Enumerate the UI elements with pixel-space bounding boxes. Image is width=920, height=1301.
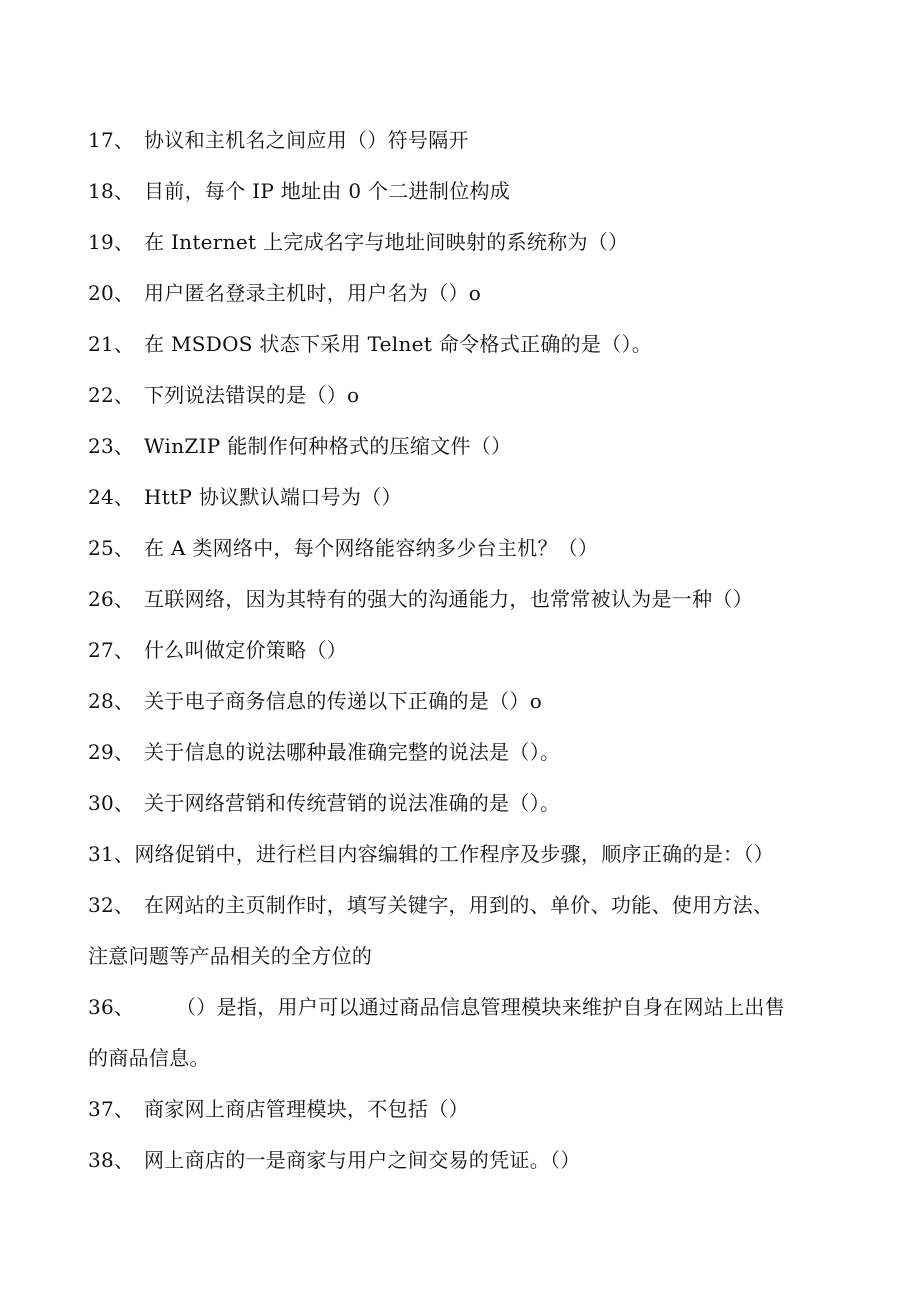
question-text: HttP 协议默认端口号为（） [144, 485, 402, 509]
question-text-continued: 的商品信息。 [88, 1046, 210, 1070]
question-number: 21、 [88, 332, 135, 356]
question-27 [88, 625, 828, 676]
question-number: 18、 [88, 179, 135, 203]
question-text: 在 A 类网络中，每个网络能容纳多少台主机？（） [144, 536, 599, 560]
question-number: 23、 [88, 434, 135, 458]
question-number: 38、 [88, 1148, 135, 1172]
question-31 [88, 829, 828, 880]
question-23 [88, 421, 828, 472]
question-number: 25、 [88, 536, 135, 560]
question-number: 36、 [88, 995, 135, 1019]
question-number: 17、 [88, 128, 135, 152]
question-number: 27、 [88, 638, 135, 662]
question-text: 关于信息的说法哪种最准确完整的说法是（）。 [144, 740, 561, 764]
question-36 [88, 982, 828, 1084]
question-number: 19、 [88, 230, 135, 254]
question-number: 24、 [88, 485, 135, 509]
question-text: 在网站的主页制作时，填写关键字，用到的、单价、功能、使用方法、 [144, 893, 774, 917]
question-text: 关于电子商务信息的传递以下正确的是（）o [144, 689, 543, 713]
question-text: 关于网络营销和传统营销的说法准确的是（）。 [144, 791, 561, 815]
question-number: 30、 [88, 791, 135, 815]
question-text: 目前，每个 IP 地址由 0 个二进制位构成 [144, 179, 511, 203]
question-text: 协议和主机名之间应用（）符号隔开 [144, 128, 469, 152]
question-number: 28、 [88, 689, 135, 713]
question-28 [88, 676, 828, 727]
question-number: 29、 [88, 740, 135, 764]
question-24 [88, 472, 828, 523]
question-text: 在 Internet 上完成名字与地址间映射的系统称为（） [144, 230, 629, 254]
question-number: 22、 [88, 383, 135, 407]
question-list [88, 115, 828, 1186]
question-30 [88, 778, 828, 829]
question-number: 31、 [88, 842, 135, 866]
question-18 [88, 166, 828, 217]
question-text: 在 MSDOS 状态下采用 Telnet 命令格式正确的是（）。 [144, 332, 653, 356]
question-26 [88, 574, 828, 625]
question-text: 商家网上商店管理模块，不包括（） [144, 1097, 469, 1121]
question-number: 37、 [88, 1097, 135, 1121]
question-text: 用户匿名登录主机时，用户名为（）o [144, 281, 482, 305]
question-text: 什么叫做定价策略（） [144, 638, 347, 662]
question-22 [88, 370, 828, 421]
question-29 [88, 727, 828, 778]
question-text: WinZIP 能制作何种格式的压缩文件（） [144, 434, 512, 458]
question-21 [88, 319, 828, 370]
question-17 [88, 115, 828, 166]
question-38 [88, 1135, 828, 1186]
question-19 [88, 217, 828, 268]
question-text: 网络促销中，进行栏目内容编辑的工作程序及步骤，顺序正确的是：（） [134, 842, 774, 866]
question-text: （）是指，用户可以通过商品信息管理模块来维护自身在网站上出售 [176, 995, 785, 1019]
question-25 [88, 523, 828, 574]
question-20 [88, 268, 828, 319]
question-number: 32、 [88, 893, 135, 917]
question-text-continued: 注意问题等产品相关的全方位的 [88, 944, 373, 968]
question-text: 网上商店的一是商家与用户之间交易的凭证。（） [144, 1148, 581, 1172]
question-37 [88, 1084, 828, 1135]
question-number: 20、 [88, 281, 135, 305]
question-text: 互联网络，因为其特有的强大的沟通能力，也常常被认为是一种（） [144, 587, 753, 611]
question-text: 下列说法错误的是（）o [144, 383, 360, 407]
question-number: 26、 [88, 587, 135, 611]
question-32 [88, 880, 828, 982]
